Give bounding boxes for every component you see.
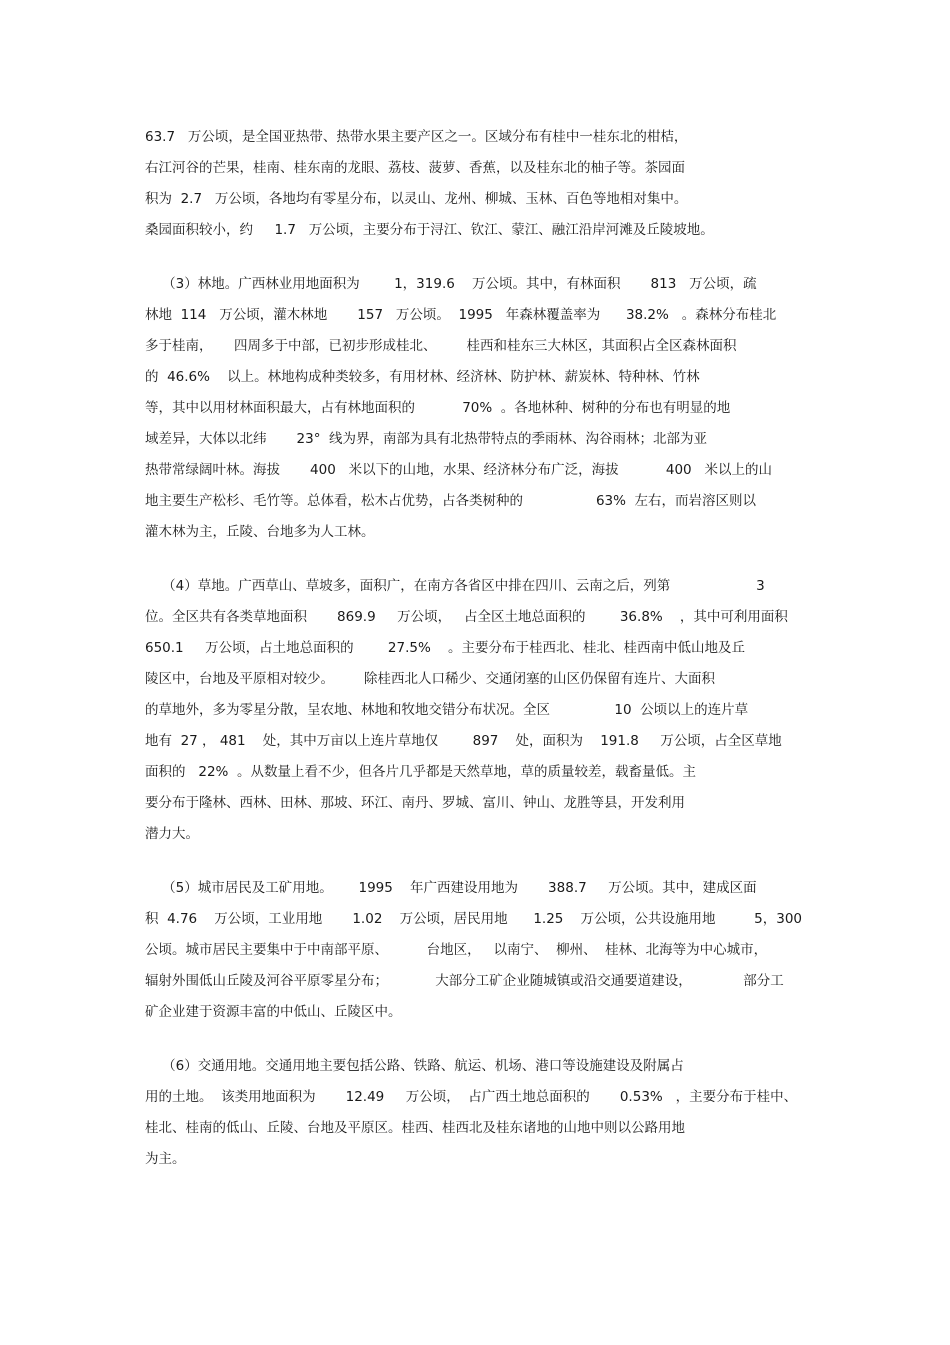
text-line: 域差异，大体以北纬 23° 线为界，南部为具有北热带特点的季雨林、沟谷雨林；北部为亚	[145, 431, 708, 447]
text-line: 热带常绿阔叶林。海拔 400 米以下的山地，水果、经济林分布广泛，海拔 400 米以上的山	[145, 462, 773, 478]
text-line: 为主。	[145, 1151, 186, 1167]
text-line: 林地 114 万公顷，灌木林地 157 万公顷。 1995 年森林覆盖率为 38.2% 。森林分布桂北	[145, 307, 777, 323]
text-line: 地有 27 ， 481 处，其中万亩以上连片草地仅 897 处，面积为 191.8 万公顷，占全区草地	[145, 733, 782, 749]
text-line: 积为 2.7 万公顷，各地均有零星分布，以灵山、龙州、柳城、玉林、百色等地相对集中。	[145, 191, 688, 207]
text-line: 的 46.6% 以上。林地构成种类较多，有用材林、经济林、防护林、薪炭林、特种林、竹林	[145, 369, 700, 385]
text-line: 650.1 万公顷，占土地总面积的 27.5% 。主要分布于桂西北、桂北、桂西南中低山地及丘	[145, 640, 745, 656]
text-line: 多于桂南， 四周多于中部，已初步形成桂北、 桂西和桂东三大林区，其面积占全区森林面积	[145, 338, 737, 354]
text-line: （5）城市居民及工矿用地。 1995 年广西建设用地为 388.7 万公顷。其中，建成区面	[145, 880, 757, 896]
text-line: 地主要生产松杉、毛竹等。总体看，松木占优势，占各类树种的 63% 左右，而岩溶区则以	[145, 493, 757, 509]
text-line: 要分布于隆林、西林、田林、那坡、环江、南丹、罗城、富川、钟山、龙胜等县，开发利用	[145, 795, 685, 811]
text-line: 等，其中以用材林面积最大，占有林地面积的 70% 。各地林种、树种的分布也有明显的地	[145, 400, 731, 416]
text-line: （6）交通用地。交通用地主要包括公路、铁路、航运、机场、港口等设施建设及附属占	[145, 1058, 684, 1074]
text-line: 积 4.76 万公顷，工业用地 1.02 万公顷，居民用地 1.25 万公顷，公共设施用地 5，300	[145, 911, 803, 927]
text-line: 矿企业建于资源丰富的中低山、丘陵区中。	[145, 1004, 402, 1020]
text-line: （3）林地。广西林业用地面积为 1，319.6 万公顷。其中，有林面积 813 万公顷，疏	[145, 276, 757, 292]
text-line: 桑园面积较小，约 1.7 万公顷，主要分布于浔江、钦江、蒙江、融江沿岸河滩及丘陵坡地。	[145, 222, 714, 238]
text-line: 潜力大。	[145, 826, 199, 842]
text-line: 位。全区共有各类草地面积 869.9 万公顷， 占全区土地总面积的 36.8% ，其中可利用面积	[145, 609, 788, 625]
text-line: 用的土地。 该类用地面积为 12.49 万公顷， 占广西土地总面积的 0.53% ，主要分布于桂中、	[145, 1089, 798, 1105]
text-line: 灌木林为主，丘陵、台地多为人工林。	[145, 524, 375, 540]
text-line: 面积的 22% 。从数量上看不少，但各片几乎都是天然草地，草的质量较差，载畜量低。主	[145, 764, 696, 780]
text-line: 的草地外，多为零星分散，呈农地、林地和牧地交错分布状况。全区 10 公顷以上的连片草	[145, 702, 749, 718]
text-line: 桂北、桂南的低山、丘陵、台地及平原区。桂西、桂西北及桂东诸地的山地中则以公路用地	[145, 1120, 685, 1136]
text-line: 右江河谷的芒果，桂南、桂东南的龙眼、荔枝、菠萝、香蕉，以及桂东北的柚子等。茶园面	[145, 160, 685, 176]
text-line: （4）草地。广西草山、草坡多，面积广，在南方各省区中排在四川、云南之后，列第 3	[145, 578, 765, 594]
text-line: 公顷。城市居民主要集中于中南部平原、 台地区， 以南宁、 柳州、 桂林、北海等为中心城市，	[145, 942, 768, 958]
text-line: 辐射外围低山丘陵及河谷平原零星分布； 大部分工矿企业随城镇或沿交通要道建设， 部分工	[145, 973, 784, 989]
text-line: 63.7 万公顷，是全国亚热带、热带水果主要产区之一。区域分布有桂中一桂东北的柑桔，	[145, 129, 688, 145]
text-line: 陵区中，台地及平原相对较少。 除桂西北人口稀少、交通闭塞的山区仍保留有连片、大面积	[145, 671, 716, 687]
